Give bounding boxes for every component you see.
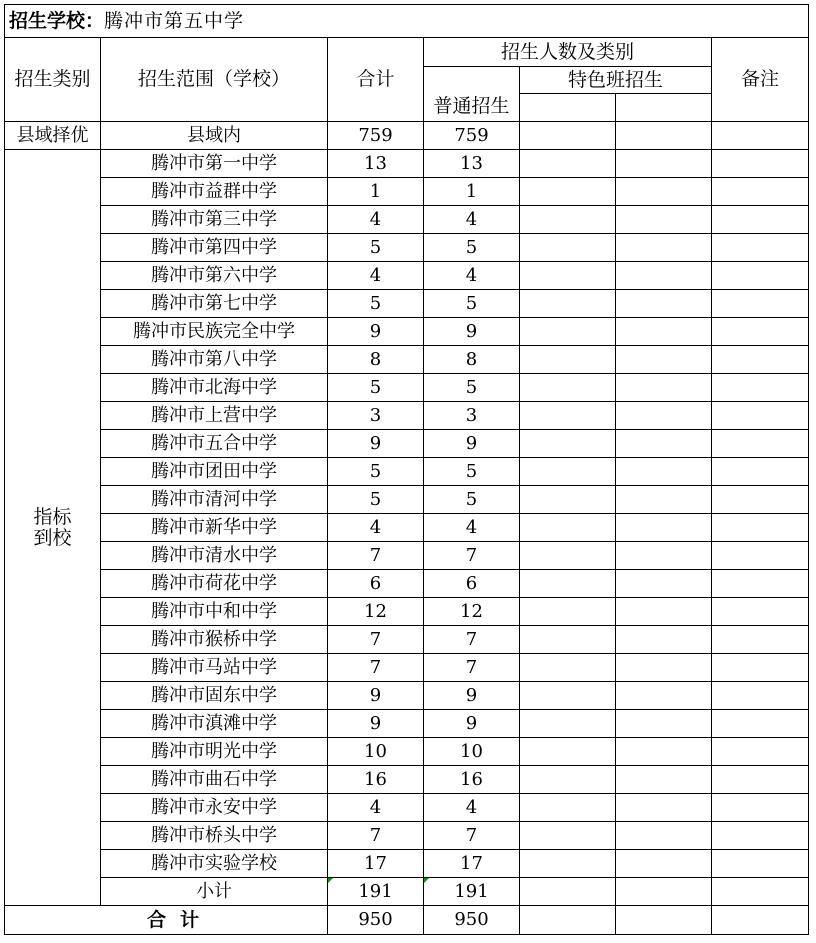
regular-cell[interactable]: 12	[424, 598, 520, 626]
remark-cell[interactable]	[712, 150, 809, 178]
header-special-sub-a[interactable]	[520, 94, 616, 122]
special-cell-b[interactable]	[616, 346, 712, 374]
quota-category-line2: 到校	[33, 526, 72, 549]
special-cell-b[interactable]	[616, 850, 712, 878]
special-cell-b[interactable]	[616, 262, 712, 290]
county-scope[interactable]: 县域内	[101, 122, 328, 150]
table-row	[5, 262, 809, 290]
table-row	[5, 206, 809, 234]
total-cell[interactable]: 1	[328, 178, 424, 206]
subtotal-special-a[interactable]	[520, 878, 616, 906]
remark-cell[interactable]	[712, 290, 809, 318]
header-special-sub-b[interactable]	[616, 94, 712, 122]
special-cell-b[interactable]	[616, 178, 712, 206]
county-category[interactable]: 县域择优	[5, 122, 101, 150]
grand-total-remark[interactable]	[712, 906, 809, 935]
subtotal-regular[interactable]: 191	[424, 878, 520, 906]
grand-total-label-b: 计	[180, 908, 200, 931]
school-cell[interactable]: 腾冲市第一中学	[101, 150, 328, 178]
grand-total-special-a[interactable]	[520, 906, 616, 935]
remark-cell[interactable]	[712, 710, 809, 738]
county-regular[interactable]: 759	[424, 122, 520, 150]
total-cell[interactable]: 3	[328, 402, 424, 430]
total-cell[interactable]: 7	[328, 822, 424, 850]
total-cell[interactable]: 7	[328, 626, 424, 654]
county-total[interactable]: 759	[328, 122, 424, 150]
school-cell[interactable]: 腾冲市清河中学	[101, 486, 328, 514]
table-row	[5, 290, 809, 318]
special-cell-a[interactable]	[520, 822, 616, 850]
special-cell-a[interactable]	[520, 234, 616, 262]
school-cell[interactable]: 腾冲市固东中学	[101, 682, 328, 710]
title-label: 招生学校：	[9, 9, 105, 32]
special-cell-b[interactable]	[616, 570, 712, 598]
total-cell[interactable]: 10	[328, 738, 424, 766]
remark-cell[interactable]	[712, 766, 809, 794]
total-cell[interactable]: 9	[328, 430, 424, 458]
table-row	[5, 150, 809, 178]
special-cell-b[interactable]	[616, 598, 712, 626]
regular-cell[interactable]: 7	[424, 542, 520, 570]
total-cell[interactable]: 7	[328, 542, 424, 570]
table-row	[5, 822, 809, 850]
regular-cell[interactable]: 10	[424, 738, 520, 766]
quota-category[interactable]	[5, 150, 101, 906]
special-cell-a[interactable]	[520, 682, 616, 710]
total-cell[interactable]: 9	[328, 682, 424, 710]
special-cell-b[interactable]	[616, 514, 712, 542]
school-cell[interactable]: 腾冲市第四中学	[101, 234, 328, 262]
remark-cell[interactable]	[712, 598, 809, 626]
table-row	[5, 570, 809, 598]
special-cell-b[interactable]	[616, 542, 712, 570]
regular-cell[interactable]: 9	[424, 318, 520, 346]
header-remark[interactable]: 备注	[712, 38, 809, 122]
school-cell[interactable]: 腾冲市滇滩中学	[101, 710, 328, 738]
special-cell-a[interactable]	[520, 542, 616, 570]
regular-cell[interactable]: 16	[424, 766, 520, 794]
title-row	[5, 5, 809, 38]
remark-cell[interactable]	[712, 318, 809, 346]
special-cell-a[interactable]	[520, 402, 616, 430]
special-cell-a[interactable]	[520, 318, 616, 346]
total-cell[interactable]: 16	[328, 766, 424, 794]
regular-cell[interactable]: 8	[424, 346, 520, 374]
regular-cell[interactable]: 5	[424, 486, 520, 514]
total-cell[interactable]: 7	[328, 654, 424, 682]
remark-cell[interactable]	[712, 570, 809, 598]
special-cell-b[interactable]	[616, 794, 712, 822]
table-row	[5, 542, 809, 570]
subtotal-remark[interactable]	[712, 878, 809, 906]
special-cell-b[interactable]	[616, 682, 712, 710]
school-cell[interactable]: 腾冲市民族完全中学	[101, 318, 328, 346]
special-cell-a[interactable]	[520, 346, 616, 374]
table-row	[5, 458, 809, 486]
header-row-1	[5, 38, 809, 67]
county-special-a[interactable]	[520, 122, 616, 150]
county-row	[5, 122, 809, 150]
header-regular[interactable]: 普通招生	[424, 67, 520, 122]
header-total[interactable]: 合计	[328, 38, 424, 122]
total-cell[interactable]: 4	[328, 794, 424, 822]
table-row	[5, 738, 809, 766]
regular-cell[interactable]: 3	[424, 402, 520, 430]
remark-cell[interactable]	[712, 374, 809, 402]
special-cell-a[interactable]	[520, 654, 616, 682]
regular-cell[interactable]: 4	[424, 262, 520, 290]
total-cell[interactable]: 4	[328, 514, 424, 542]
school-cell[interactable]: 腾冲市益群中学	[101, 178, 328, 206]
special-cell-a[interactable]	[520, 178, 616, 206]
regular-cell[interactable]: 5	[424, 374, 520, 402]
school-name: 腾冲市第五中学	[104, 9, 245, 32]
table-row	[5, 654, 809, 682]
special-cell-a[interactable]	[520, 290, 616, 318]
table-row	[5, 374, 809, 402]
special-cell-a[interactable]	[520, 206, 616, 234]
remark-cell[interactable]	[712, 458, 809, 486]
total-cell[interactable]: 9	[328, 710, 424, 738]
regular-cell[interactable]: 5	[424, 458, 520, 486]
school-cell[interactable]: 腾冲市清水中学	[101, 542, 328, 570]
remark-cell[interactable]	[712, 654, 809, 682]
table-row	[5, 318, 809, 346]
header-special[interactable]: 特色班招生	[520, 67, 712, 94]
remark-cell[interactable]	[712, 234, 809, 262]
special-cell-a[interactable]	[520, 598, 616, 626]
special-cell-a[interactable]	[520, 262, 616, 290]
regular-cell[interactable]: 6	[424, 570, 520, 598]
county-remark[interactable]	[712, 122, 809, 150]
special-cell-a[interactable]	[520, 738, 616, 766]
special-cell-b[interactable]	[616, 150, 712, 178]
remark-cell[interactable]	[712, 822, 809, 850]
table-row	[5, 850, 809, 878]
special-cell-b[interactable]	[616, 458, 712, 486]
regular-cell[interactable]: 7	[424, 822, 520, 850]
special-cell-b[interactable]	[616, 234, 712, 262]
school-cell[interactable]: 腾冲市中和中学	[101, 598, 328, 626]
remark-cell[interactable]	[712, 206, 809, 234]
regular-cell[interactable]: 5	[424, 234, 520, 262]
regular-cell[interactable]: 7	[424, 654, 520, 682]
total-cell[interactable]: 4	[328, 206, 424, 234]
total-cell[interactable]: 5	[328, 234, 424, 262]
county-special-b[interactable]	[616, 122, 712, 150]
regular-cell[interactable]: 4	[424, 514, 520, 542]
regular-cell[interactable]: 9	[424, 710, 520, 738]
total-cell[interactable]: 5	[328, 374, 424, 402]
school-cell[interactable]: 腾冲市新华中学	[101, 514, 328, 542]
enrollment-sheet	[4, 4, 809, 935]
school-cell[interactable]: 腾冲市第六中学	[101, 262, 328, 290]
header-category[interactable]: 招生类别	[5, 38, 101, 122]
special-cell-a[interactable]	[520, 766, 616, 794]
regular-cell[interactable]: 4	[424, 794, 520, 822]
header-enroll-group[interactable]: 招生人数及类别	[424, 38, 712, 67]
special-cell-a[interactable]	[520, 458, 616, 486]
special-cell-a[interactable]	[520, 486, 616, 514]
subtotal-total[interactable]: 191	[328, 878, 424, 906]
special-cell-b[interactable]	[616, 822, 712, 850]
table-row	[5, 682, 809, 710]
school-cell[interactable]: 腾冲市北海中学	[101, 374, 328, 402]
total-cell[interactable]: 5	[328, 458, 424, 486]
table-row	[5, 346, 809, 374]
school-cell[interactable]: 腾冲市五合中学	[101, 430, 328, 458]
school-cell[interactable]: 腾冲市第七中学	[101, 290, 328, 318]
school-cell[interactable]: 腾冲市桥头中学	[101, 822, 328, 850]
header-scope[interactable]: 招生范围（学校）	[101, 38, 328, 122]
remark-cell[interactable]	[712, 626, 809, 654]
special-cell-a[interactable]	[520, 374, 616, 402]
special-cell-a[interactable]	[520, 514, 616, 542]
total-cell[interactable]: 13	[328, 150, 424, 178]
special-cell-b[interactable]	[616, 430, 712, 458]
special-cell-b[interactable]	[616, 738, 712, 766]
subtotal-label[interactable]: 小计	[101, 878, 328, 906]
regular-cell[interactable]: 1	[424, 178, 520, 206]
regular-cell[interactable]: 13	[424, 150, 520, 178]
special-cell-b[interactable]	[616, 290, 712, 318]
remark-cell[interactable]	[712, 682, 809, 710]
school-cell[interactable]: 腾冲市第三中学	[101, 206, 328, 234]
table-row	[5, 430, 809, 458]
table-row	[5, 514, 809, 542]
special-cell-a[interactable]	[520, 794, 616, 822]
remark-cell[interactable]	[712, 794, 809, 822]
remark-cell[interactable]	[712, 738, 809, 766]
total-cell[interactable]: 4	[328, 262, 424, 290]
remark-cell[interactable]	[712, 430, 809, 458]
special-cell-a[interactable]	[520, 570, 616, 598]
school-cell[interactable]: 腾冲市上营中学	[101, 402, 328, 430]
school-cell[interactable]: 腾冲市马站中学	[101, 654, 328, 682]
grand-total-row	[5, 906, 809, 935]
remark-cell[interactable]	[712, 850, 809, 878]
regular-cell[interactable]: 9	[424, 430, 520, 458]
school-cell[interactable]: 腾冲市明光中学	[101, 738, 328, 766]
title-cell[interactable]	[5, 5, 809, 38]
subtotal-special-b[interactable]	[616, 878, 712, 906]
special-cell-b[interactable]	[616, 374, 712, 402]
table-row	[5, 598, 809, 626]
regular-cell[interactable]: 7	[424, 626, 520, 654]
table-row	[5, 486, 809, 514]
total-cell[interactable]: 9	[328, 318, 424, 346]
table-row	[5, 402, 809, 430]
special-cell-b[interactable]	[616, 318, 712, 346]
special-cell-b[interactable]	[616, 654, 712, 682]
special-cell-b[interactable]	[616, 486, 712, 514]
total-cell[interactable]: 5	[328, 290, 424, 318]
table-row	[5, 234, 809, 262]
special-cell-a[interactable]	[520, 850, 616, 878]
regular-cell[interactable]: 5	[424, 290, 520, 318]
remark-cell[interactable]	[712, 542, 809, 570]
special-cell-b[interactable]	[616, 206, 712, 234]
special-cell-b[interactable]	[616, 766, 712, 794]
table-row	[5, 710, 809, 738]
table-row	[5, 794, 809, 822]
regular-cell[interactable]: 4	[424, 206, 520, 234]
special-cell-b[interactable]	[616, 402, 712, 430]
school-cell[interactable]: 腾冲市荷花中学	[101, 570, 328, 598]
remark-cell[interactable]	[712, 178, 809, 206]
grand-total-regular[interactable]: 950	[424, 906, 520, 935]
remark-cell[interactable]	[712, 514, 809, 542]
grand-total-total[interactable]: 950	[328, 906, 424, 935]
subtotal-row	[5, 878, 809, 906]
remark-cell[interactable]	[712, 262, 809, 290]
special-cell-b[interactable]	[616, 626, 712, 654]
table-row	[5, 626, 809, 654]
table-body	[5, 5, 809, 935]
school-cell[interactable]: 腾冲市第八中学	[101, 346, 328, 374]
school-cell[interactable]: 腾冲市实验学校	[101, 850, 328, 878]
total-cell[interactable]: 12	[328, 598, 424, 626]
regular-cell[interactable]: 17	[424, 850, 520, 878]
school-cell[interactable]: 腾冲市曲石中学	[101, 766, 328, 794]
remark-cell[interactable]	[712, 486, 809, 514]
school-cell[interactable]: 腾冲市团田中学	[101, 458, 328, 486]
table-row	[5, 178, 809, 206]
table-row	[5, 766, 809, 794]
special-cell-a[interactable]	[520, 150, 616, 178]
enrollment-table	[4, 4, 809, 935]
total-cell[interactable]: 6	[328, 570, 424, 598]
total-cell[interactable]: 17	[328, 850, 424, 878]
total-cell[interactable]: 5	[328, 486, 424, 514]
special-cell-a[interactable]	[520, 710, 616, 738]
grand-total-label-a: 合	[146, 908, 180, 931]
total-cell[interactable]: 8	[328, 346, 424, 374]
quota-category-line1: 指标	[33, 505, 72, 528]
grand-total-special-b[interactable]	[616, 906, 712, 935]
school-cell[interactable]: 腾冲市猴桥中学	[101, 626, 328, 654]
remark-cell[interactable]	[712, 346, 809, 374]
special-cell-b[interactable]	[616, 710, 712, 738]
remark-cell[interactable]	[712, 402, 809, 430]
grand-total-label[interactable]	[5, 906, 328, 935]
special-cell-a[interactable]	[520, 626, 616, 654]
special-cell-a[interactable]	[520, 430, 616, 458]
school-cell[interactable]: 腾冲市永安中学	[101, 794, 328, 822]
regular-cell[interactable]: 9	[424, 682, 520, 710]
